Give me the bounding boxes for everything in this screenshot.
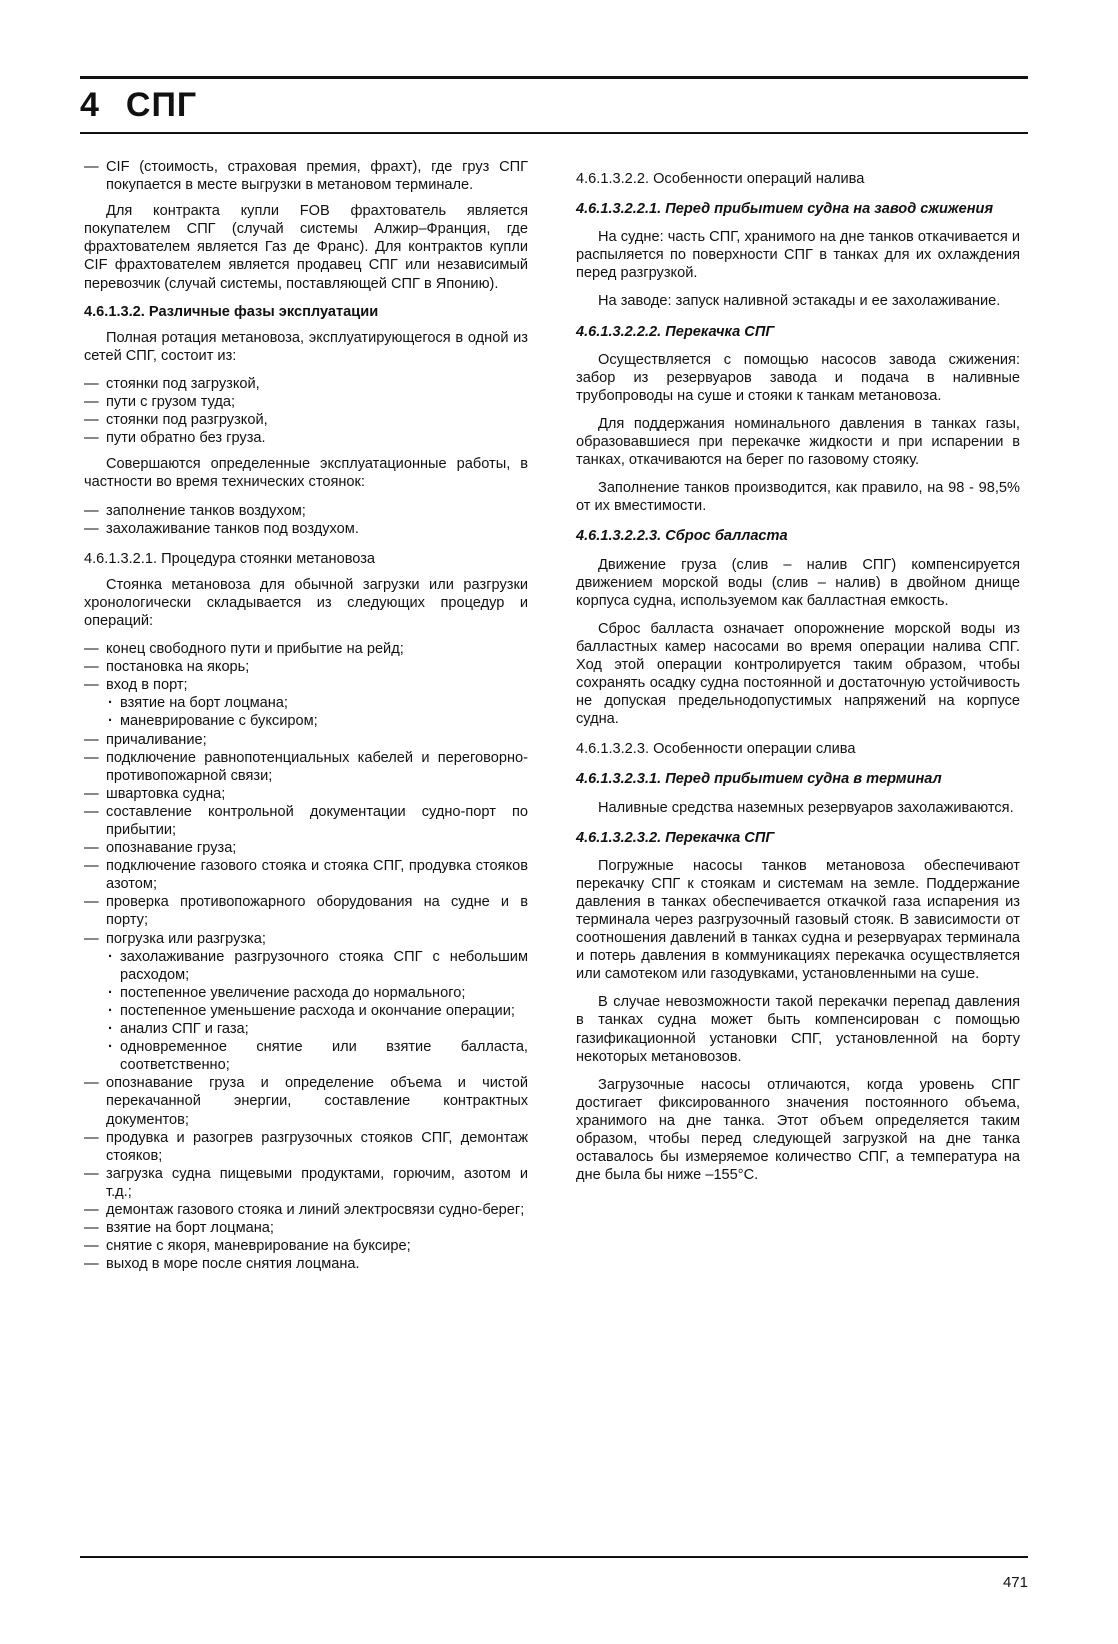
- list-item: — стоянки под загрузкой,: [84, 375, 528, 393]
- subsection-heading: 4.6.1.3.2.2. Особенности операций налива: [576, 171, 865, 187]
- paragraph: Для контракта купли FOB фрахтователь является покупателем СПГ (случай системы Алжир–Франция, где фрахтователем является Газ де Франс). Для контрактов купли CIF фрахтователем является продавец СПГ или независимый перевозчик (случай системы, поставляющей СПГ в Японию).: [84, 203, 528, 292]
- italic-subheading: 4.6.1.3.2.3.1. Перед прибытием судна в терминал: [576, 771, 942, 788]
- paragraph: Движение груза (слив – налив СПГ) компенсируется движением морской воды (слив – налив) в двойном днище корпуса судна, используемом как балластная емкость.: [576, 556, 1020, 609]
- right-column: [576, 158, 1020, 1194]
- sub-list-item: · взятие на борт лоцмана;: [84, 694, 528, 712]
- paragraph: Полная ротация метановоза, эксплуатирующегося в одной из сетей СПГ, состоит из:: [84, 329, 528, 364]
- paragraph: Осуществляется с помощью насосов завода сжижения: забор из резервуаров завода и подача в наливные трубопроводы на суше и стояки к танкам метановоза.: [576, 351, 1020, 404]
- paragraph: Загрузочные насосы отличаются, когда уровень СПГ достигает фиксированного значения постоянного объема, хранимого на дне танка. Этот объем определяется таким образом, чтобы перед следующей загрузкой на дне танка оставалось бы измеряемое количество СПГ, а температура на дне была бы ниже –155°C.: [576, 1076, 1020, 1184]
- sub-list-item: · постепенное увеличение расхода до нормального;: [84, 984, 528, 1002]
- sub-list-item: · маневрирование с буксиром;: [84, 712, 528, 730]
- list-item: — погрузка или разгрузка;: [84, 930, 528, 948]
- footer-rule: [80, 1556, 1028, 1558]
- header-rule: [80, 132, 1028, 134]
- paragraph: Для поддержания номинального давления в танках газы, образовавшиеся при перекачке жидкости и при испарении в танках, откачиваются на берег по газовому стояку.: [576, 415, 1020, 469]
- chapter-number: 4: [80, 86, 100, 124]
- list-item: — подключение равнопотенциальных кабелей и переговорно-противопожарной связи;: [84, 749, 528, 785]
- list-item: — взятие на борт лоцмана;: [84, 1219, 528, 1237]
- list-item: — выход в море после снятия лоцмана.: [84, 1255, 528, 1273]
- list-item: — демонтаж газового стояка и линий электросвязи судно-берег;: [84, 1201, 528, 1219]
- italic-subheading: 4.6.1.3.2.2.1. Перед прибытием судна на завод сжижения: [576, 201, 994, 218]
- paragraph: Наливные средства наземных резервуаров захолаживаются.: [598, 799, 1014, 816]
- list-item: — CIF (стоимость, страховая премия, фрахт), где груз СПГ покупается в месте выгрузки в метановом терминале.: [84, 158, 528, 194]
- list-item: — проверка противопожарного оборудования на судне и в порту;: [84, 893, 528, 929]
- paragraph: Заполнение танков производится, как правило, на 98 - 98,5% от их вместимости.: [576, 480, 1020, 515]
- list-item: — загрузка судна пищевыми продуктами, горючим, азотом и т.д.;: [84, 1165, 528, 1201]
- dash-list: [84, 640, 528, 1273]
- paragraph: На судне: часть СПГ, хранимого на дне танков откачивается и распыляется по поверхности СПГ в танках для их охлаждения перед разгрузкой.: [576, 229, 1020, 282]
- chapter-header: [80, 86, 197, 125]
- list-item: — захолаживание танков под воздухом.: [84, 520, 528, 538]
- page-number: 471: [1002, 1574, 1028, 1591]
- paragraph: На заводе: запуск наливной эстакады и ее захолаживание.: [598, 293, 1001, 310]
- list-item: — вход в порт;: [84, 676, 528, 694]
- top-rule: [80, 76, 1028, 79]
- italic-subheading: 4.6.1.3.2.2.3. Сброс балласта: [576, 528, 788, 545]
- list-item: — постановка на якорь;: [84, 658, 528, 676]
- paragraph: Стоянка метановоза для обычной загрузки или разгрузки хронологически складывается из следующих процедур и операций:: [84, 576, 528, 629]
- list-item: — стоянки под разгрузкой,: [84, 411, 528, 429]
- list-item: — снятие с якоря, маневрирование на буксире;: [84, 1237, 528, 1255]
- left-column: [84, 158, 528, 1281]
- subsection-heading: 4.6.1.3.2.3. Особенности операции слива: [576, 741, 856, 758]
- list-item: — швартовка судна;: [84, 785, 528, 803]
- list-item: — продувка и разогрев разгрузочных стояков СПГ, демонтаж стояков;: [84, 1129, 528, 1165]
- subsection-heading: 4.6.1.3.2.1. Процедура стоянки метановоза: [84, 550, 376, 567]
- italic-subheading: 4.6.1.3.2.2.2. Перекачка СПГ: [576, 323, 775, 340]
- dash-list: [84, 502, 528, 538]
- paragraph: В случае невозможности такой перекачки перепад давления в танках судна может быть компенсирован с помощью газификационной установки СПГ, установленной на борту некоторых метановозов.: [576, 994, 1020, 1065]
- paragraph: Погружные насосы танков метановоза обеспечивают перекачку СПГ к стоякам и системам на земле. Поддержание давления в танках обеспечивается откачкой газа испарения из терминала через разгрузочный газовый стояк. В зависимости от соотношения давлений в танках судна и резервуарах терминала и потерь давления в коммуникациях перекачка осуществляется или самотеком или газодувками, установленными на суше.: [576, 857, 1020, 983]
- list-item: — причаливание;: [84, 731, 528, 749]
- sub-list-item: · захолаживание разгрузочного стояка СПГ с небольшим расходом;: [84, 948, 528, 984]
- chapter-title: СПГ: [125, 86, 198, 124]
- italic-subheading: 4.6.1.3.2.3.2. Перекачка СПГ: [576, 829, 775, 846]
- list-item: — пути с грузом туда;: [84, 393, 528, 411]
- list-item: — пути обратно без груза.: [84, 429, 528, 447]
- section-heading: 4.6.1.3.2. Различные фазы эксплуатации: [84, 303, 379, 320]
- list-item: — конец свободного пути и прибытие на рейд;: [84, 640, 528, 658]
- list-item: — опознавание груза и определение объема и чистой перекачанной энергии, составление контрактных документов;: [84, 1074, 528, 1128]
- sub-list-item: · анализ СПГ и газа;: [84, 1020, 528, 1038]
- list-item: — опознавание груза;: [84, 839, 528, 857]
- dash-list: [84, 158, 528, 194]
- paragraph: Совершаются определенные эксплуатационные работы, в частности во время технических стоянок:: [84, 456, 528, 491]
- dash-list: [84, 375, 528, 447]
- list-item: — подключение газового стояка и стояка СПГ, продувка стояков азотом;: [84, 857, 528, 893]
- paragraph: Сброс балласта означает опорожнение морской воды из балластных камер насосами во время операции налива СПГ. Ход этой операции контролируется таким образом, чтобы сохранять осадку судна постоянной и достаточную устойчивость не допуская предельнодопустимых напряжений на корпусе судна.: [576, 620, 1020, 728]
- sub-list-item: · постепенное уменьшение расхода и окончание операции;: [84, 1002, 528, 1020]
- sub-list-item: · одновременное снятие или взятие балласта, соответственно;: [84, 1038, 528, 1074]
- list-item: — составление контрольной документации судно-порт по прибытии;: [84, 803, 528, 839]
- list-item: — заполнение танков воздухом;: [84, 502, 528, 520]
